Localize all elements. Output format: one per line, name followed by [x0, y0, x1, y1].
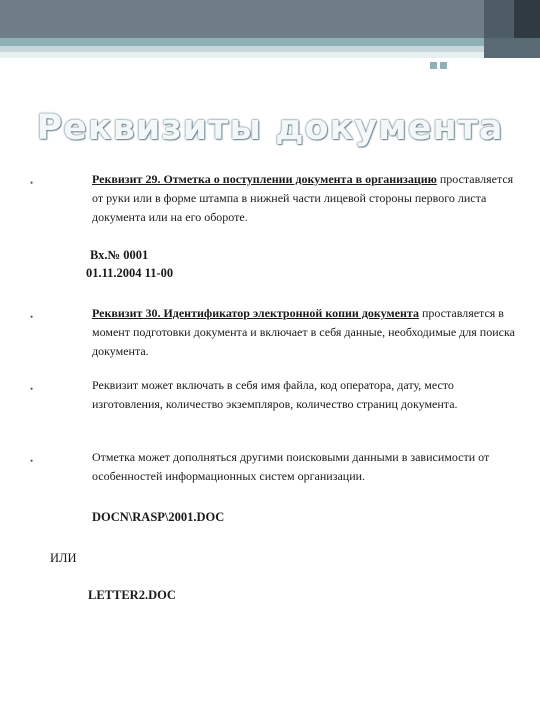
page-title: Реквизиты документа — [36, 108, 504, 148]
requisite-30 — [92, 304, 522, 361]
requisite-29-text: проставляется от руки или в форме штампа в нижней части лицевой стороны первого листа документа или на его обороте. — [92, 172, 514, 224]
bullet: • — [30, 384, 34, 394]
stamp-datetime: 01.11.2004 11-00 — [86, 266, 174, 280]
header-stripe — [0, 38, 540, 46]
decor-square — [430, 62, 437, 69]
requisite-29-heading: Реквизит 29. Отметка о поступлении документа в организацию — [92, 172, 437, 186]
bullet: • — [30, 456, 34, 466]
bullet: • — [30, 312, 34, 322]
requisite-note-1: Реквизит может включать в себя имя файла, код оператора, дату, место изготовления, количество экземпляров, количество страниц документа. — [92, 378, 458, 411]
or-label: ИЛИ — [50, 551, 77, 565]
decor-square — [440, 62, 447, 69]
header-bar-mid — [484, 0, 514, 38]
header-stripe-pale — [0, 52, 540, 58]
example-file: LETTER2.DOC — [88, 588, 176, 602]
header-bar-dark — [514, 0, 540, 38]
requisite-note-2: Отметка может дополняться другими поисковыми данными в зависимости от особенностей информационных систем организации. — [92, 450, 490, 483]
header-bar — [0, 0, 540, 38]
bullet: • — [30, 178, 34, 188]
stamp-number: Вх.№ 0001 — [90, 248, 149, 262]
header-stripe-dark — [484, 38, 540, 58]
requisite-30-heading: Реквизит 30. Идентификатор электронной копии документа — [92, 306, 419, 320]
requisite-29 — [92, 170, 522, 227]
requisite-30-text: проставляется в момент подготовки документа и включает в себя данные, необходимые для поиска документа. — [92, 306, 515, 358]
example-path: DOCN\RASP\2001.DOC — [92, 510, 225, 524]
